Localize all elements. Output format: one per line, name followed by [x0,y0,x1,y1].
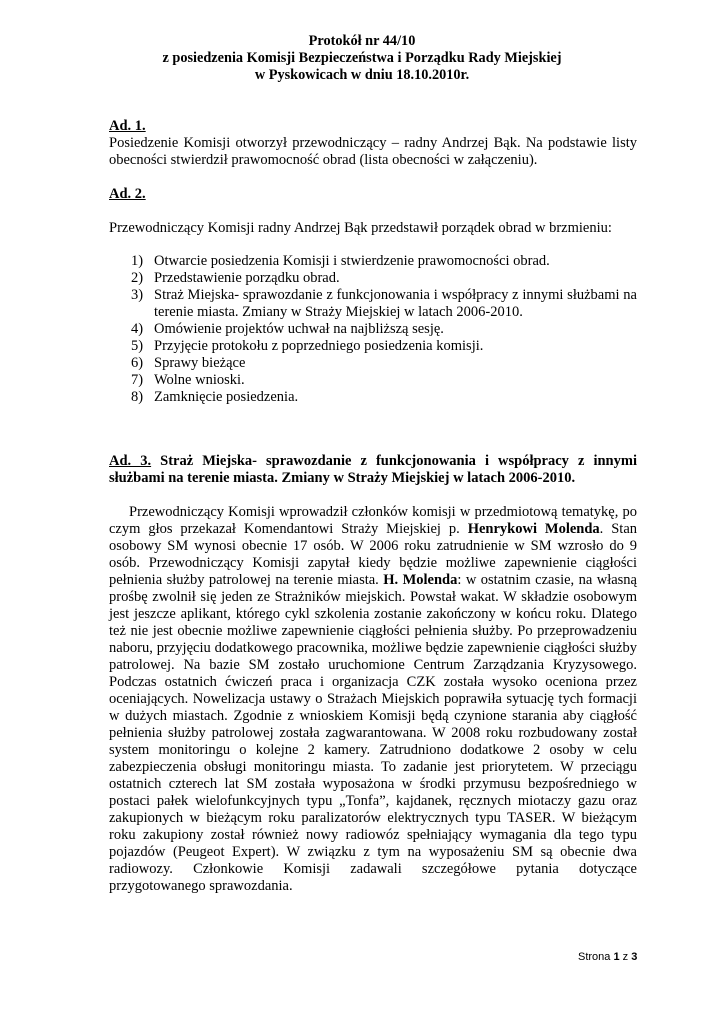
agenda-item [109,321,637,338]
protocol-title: Protokół nr 44/10 [308,33,416,49]
section-heading-ad3-title: Straż Miejska- sprawozdanie z funkcjonowania i współpracy z innymi służbami na terenie miasta. Zmiany w Straży Miejskiej w latach 2006-2010. [109,453,637,486]
section-heading-ad2: Ad. 2. [109,186,146,202]
agenda-item-text: Sprawy bieżące [154,355,246,371]
section-heading-ad3-label: Ad. 3. [109,453,152,469]
person-name-full: Henrykowi Molenda [467,521,600,537]
agenda-item-number: 4) [131,321,144,337]
agenda-item-number: 5) [131,338,144,354]
agenda-item [109,389,637,406]
person-name-short: H. Molenda [383,572,458,588]
agenda-item [109,253,637,270]
agenda-item-text: Omówienie projektów uchwał na najbliższą sesję. [154,321,444,337]
page-footer [578,951,637,964]
agenda-item [109,355,637,372]
section-heading-ad1: Ad. 1. [109,118,146,134]
protocol-subtitle: z posiedzenia Komisji Bezpieczeństwa i Porządku Rady Miejskiej [162,50,562,66]
agenda-item-text: Przedstawienie porządku obrad. [154,270,340,286]
agenda-item [109,338,637,355]
protocol-place-date: w Pyskowicach w dniu 18.10.2010r. [254,67,470,83]
agenda-item-text: Otwarcie posiedzenia Komisji i stwierdzenie prawomocności obrad. [154,253,550,269]
ad3-text-part-b: . Stan osobowy SM wynosi obecnie 17 osób. W 2006 roku zatrudnienie w SM wzrosło do 9 osób. Przewodniczący Komisji zapytał kiedy będzie możliwe zapewnienie ciągłości pełnienia służby patrolowej na terenie miasta. [109,521,638,588]
section-text-ad3 [109,504,637,895]
agenda-item [109,372,637,389]
footer-page-number: 1 [613,951,620,963]
footer-page-total: 3 [631,951,638,963]
agenda-item-number: 6) [131,355,144,371]
agenda-intro: Przewodniczący Komisji radny Andrzej Bąk przedstawił porządek obrad w brzmieniu: [109,220,612,236]
section-text-ad1: Posiedzenie Komisji otworzył przewodniczący – radny Andrzej Bąk. Na podstawie listy obecności stwierdził prawomocność obrad (lista obecności w załączeniu). [109,135,637,168]
agenda-item [109,270,637,287]
agenda-item-text: Straż Miejska- sprawozdanie z funkcjonowania i współpracy z innymi służbami na terenie miasta. Zmiany w Straży Miejskiej w latach 2006-2010. [154,287,637,320]
ad3-text-part-c: : w ostatnim czasie, na własną prośbę zwolnił się jeden ze Strażników miejskich. Powstał wakat. W składzie osobowym jest jeszcze aplikant, którego cykl szkolenia zostanie zakończony w końcu roku. Dlatego też nie jest obecnie możliwe zapewnienie ciągłości pełnienia służby. Po przeprowadzeniu naboru, przyjęciu dodatkowego pracownika, możliwe będzie zapewnienie ciągłości służby patrolowej. Na bazie SM zostało uruchomione Centrum Zarządzania Kryzysowego. Podczas ostatnich ćwiczeń praca i organizacja CZK została wysoko oceniona przez oceniających. Nowelizacja ustawy o Strażach Miejskich poprawiła sytuację tych formacji w dużych miastach. Zgodnie z wnioskiem Komisji będą czynione starania aby ciągłość pełnienia służby patrolowej została zagwarantowana. W 2008 roku rozbudowany został system monitoringu o kolejne 2 kamery. Zatrudniono dodatkowe 2 osoby w celu zabezpieczenia obsługi monitoringu miasta. To zadanie jest priorytetem. W przeciągu ostatnich czterech lat SM została wyposażona w środki przymusu bezpośredniego w postaci pałek wielofunkcyjnych typu „Tonfa”, kajdanek, ręcznych miotaczy gazu oraz zakupionych w bieżącym roku paralizatorów elektrycznych typu TASER. W bieżącym roku zakupiony został również nowy radiowóz spełniający wymagania dla tego typu pojazdów (Peugeot Expert). W związku z tym na wyposażeniu SM są obecnie dwa radiowozy. Członkowie Komisji zadawali szczegółowe pytania dotyczące przygotowanego sprawozdania. [109,572,637,894]
agenda-item [109,287,637,321]
footer-separator: z [619,951,632,963]
agenda-item-number: 3) [131,287,144,303]
agenda-item-text: Wolne wnioski. [154,372,245,388]
agenda-item-number: 8) [131,389,144,405]
agenda-list [109,253,637,406]
agenda-item-number: 2) [131,270,144,286]
agenda-item-number: 1) [131,253,144,269]
agenda-item-text: Zamknięcie posiedzenia. [154,389,299,405]
section-heading-ad3 [109,453,637,487]
footer-label: Strona [578,951,614,963]
ad3-text-part-a: Przewodniczący Komisji wprowadził członków komisji w przedmiotową tematykę, po czym głos przekazał Komendantowi Straży Miejskiej p. [109,504,637,537]
agenda-item-text: Przyjęcie protokołu z poprzedniego posiedzenia komisji. [154,338,484,354]
agenda-item-number: 7) [131,372,144,388]
